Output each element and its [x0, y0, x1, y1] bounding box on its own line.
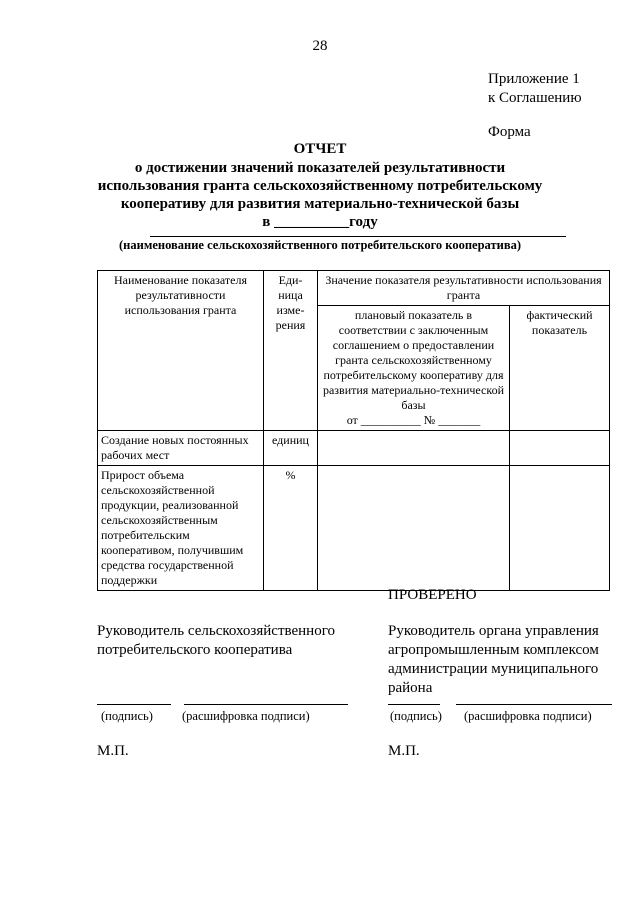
row-unit: %: [264, 466, 318, 591]
left-decode-caption: (расшифровка подписи): [182, 709, 310, 723]
left-stamp: М.П.: [97, 743, 129, 759]
appendix-label: Приложение 1: [488, 71, 580, 87]
header-unit: Еди-ница изме-рения: [264, 271, 318, 431]
right-sign-caption: (подпись): [390, 709, 442, 723]
page-number: 28: [312, 38, 328, 54]
row-indicator-name: Создание новых постоянных рабочих мест: [98, 431, 264, 466]
report-title-line1: о достижении значений показателей результативности: [134, 160, 506, 176]
header-value-group: Значение показателя результативности использования гранта: [318, 271, 610, 306]
row-actual-value[interactable]: [510, 431, 610, 466]
table-row: [98, 431, 610, 466]
row-planned-value[interactable]: [318, 466, 510, 591]
right-decode-line: [456, 704, 612, 705]
appendix-agreement: к Соглашению: [488, 90, 582, 106]
report-year: в __________году: [262, 214, 378, 230]
checked-label: ПРОВЕРЕНО: [388, 587, 477, 603]
table-row: [98, 466, 610, 591]
header-actual: фактический показатель: [510, 306, 610, 431]
right-signature-line: [388, 704, 440, 705]
report-title-line3: кооперативу для развития материально-технической базы: [120, 196, 520, 212]
coop-name-line: [150, 236, 566, 237]
left-signer-title: Руководитель сельскохозяйственного потребительского кооператива: [97, 623, 335, 658]
form-label: Форма: [488, 124, 531, 140]
indicators-table: [97, 270, 610, 591]
right-decode-caption: (расшифровка подписи): [464, 709, 592, 723]
left-sign-caption: (подпись): [101, 709, 153, 723]
row-actual-value[interactable]: [510, 466, 610, 591]
left-decode-line: [184, 704, 348, 705]
report-heading: ОТЧЕТ: [293, 141, 347, 157]
coop-name-caption: (наименование сельскохозяйственного потребительского кооператива): [119, 238, 521, 252]
right-signer-title: Руководитель органа управления агропромышленным комплексом администрации муниципального района: [388, 623, 599, 696]
header-planned-text: плановый показатель в соответствии с заключенным соглашением о предоставлении гранта сельскохозяйственному потребительскому кооперативу для развития материально-технической базы: [322, 308, 505, 412]
row-planned-value[interactable]: [318, 431, 510, 466]
header-planned-date: от __________ № _______: [346, 413, 481, 427]
left-signature-line: [97, 704, 171, 705]
row-indicator-name: Прирост объема сельскохозяйственной продукции, реализованной сельскохозяйственным потребительским кооперативом, получившим средства государственной поддержки: [98, 466, 264, 591]
header-planned: [318, 306, 510, 431]
report-title-line2: использования гранта сельскохозяйственному потребительскому: [97, 178, 543, 194]
header-indicator: Наименование показателя результативности использования гранта: [98, 271, 264, 431]
right-stamp: М.П.: [388, 743, 420, 759]
row-unit: единиц: [264, 431, 318, 466]
